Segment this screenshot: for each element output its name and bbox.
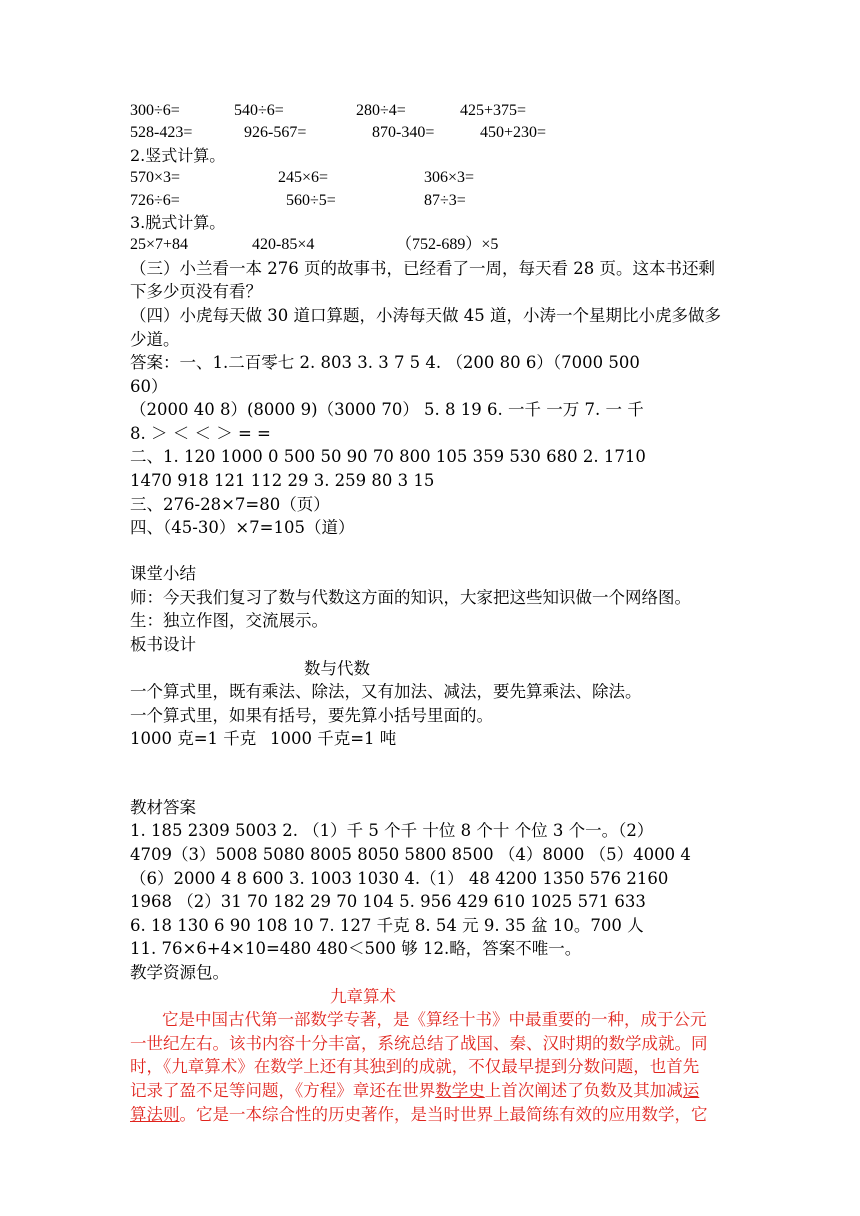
expr: 306×3= [424,169,475,187]
textbook-line1: 1. 185 2309 5003 2. （1）千 5 个千 十位 8 个十 个位 3 个一。（2） [130,821,654,841]
jiuzhang-line2: 一世纪左右。该书内容十分丰富，系统总结了战国、秦、汉时期的数学成就。同 [130,1033,708,1053]
expr: 450+230= [480,124,547,142]
expr: 280÷4= [356,102,406,119]
textbook-line5: 6. 18 130 6 90 108 10 7. 127 千克 8. 54 元 9. 35 盆 10。700 人 [130,915,644,935]
answers-line2: 60） [130,376,168,396]
expr: 300÷6= [130,102,180,119]
expr: （752-689）×5 [396,236,499,254]
expr: 726÷6= [130,191,180,209]
answers-line4: 8. ＞ ＜ ＜ ＞ = = [130,423,271,443]
exercise1-row1 [130,100,730,122]
exercise2-heading: 2.竖式计算。 [130,145,226,165]
answers-line1: 答案：一、1.二百零七 2. 803 3. 3 7 5 4. （200 80 6）（7000 500 [130,353,640,373]
answers-line6: 1470 918 121 112 29 3. 259 80 3 15 [130,471,435,491]
board-units [130,727,730,751]
expr: 540÷6= [234,102,284,119]
board-rule2: 一个算式里，如果有括号，要先算小括号里面的。 [130,705,493,725]
answers-line7: 三、276-28×7=80（页） [130,494,330,514]
jiuzhang-title [130,985,730,1009]
unit-gram: 1000 克=1 千克 [130,729,257,749]
expr: 926-567= [244,124,307,142]
board-heading: 板书设计 [130,635,196,655]
expr: 25×7+84 [130,236,189,254]
expr: 560÷5= [286,191,336,209]
expr: 870-340= [372,124,435,142]
answers-line3: （2000 40 8）(8000 9)（3000 70） 5. 8 19 6. 一千 一万 7. 一 千 [130,400,644,420]
textbook-line2: 4709（3）5008 5080 8005 8050 5800 8500 （4）8000 （5）4000 4 [130,844,691,864]
answers-line5: 二、1. 120 1000 0 500 50 90 70 800 105 359 530 680 2. 1710 [130,447,646,467]
textbook-line4: 1968 （2）31 70 182 29 70 104 5. 956 429 610 1025 571 633 [130,892,646,912]
link-math-history[interactable]: 数学史 [435,1080,485,1100]
problem3-line2: 下多少页没有看？ [130,282,262,302]
expr: 528-423= [130,124,193,142]
problem3-line1: （三）小兰看一本 276 页的故事书，已经看了一周，每天看 28 页。这本书还剩 [130,258,715,278]
expr: 245×6= [278,169,329,187]
expr: 570×3= [130,169,181,187]
link-arithmetic-rule-start[interactable]: 运 [682,1080,700,1100]
jiuzhang-line4-text-b: 上首次阐述了负数及其加减 [484,1080,683,1100]
expr: 425+375= [460,102,527,119]
answers-line8: 四、（45-30）×7=105（道） [130,518,355,538]
summary-teacher: 师：今天我们复习了数与代数这方面的知识，大家把这些知识做一个网络图。 [130,587,691,607]
link-arithmetic-rule-end[interactable]: 算法则 [130,1104,180,1124]
board-title-text: 数与代数 [304,658,370,678]
resource-pack: 教学资源包。 [130,962,229,982]
jiuzhang-title-text: 九章算术 [330,986,396,1006]
jiuzhang-line5 [130,1103,730,1127]
problem4-line2: 少道。 [130,329,180,349]
problem4-line1: （四）小虎每天做 30 道口算题，小涛每天做 45 道，小涛一个星期比小虎多做多 [130,305,721,325]
exercise2-row2 [130,190,730,212]
textbook-line6: 11. 76×6+4×10=480 480＜500 够 12.略，答案不唯一。 [130,939,582,959]
board-rule1: 一个算式里，既有乘法、除法，又有加法、减法，要先算乘法、除法。 [130,682,642,702]
board-title [130,657,730,681]
textbook-line3: （6）2000 4 8 600 3. 1003 1030 4.（1） 48 4200 1350 576 2160 [130,868,669,888]
expr: 87÷3= [424,191,466,209]
summary-heading: 课堂小结 [130,564,196,584]
exercise2-row1 [130,167,730,189]
exercise1-row2 [130,122,730,144]
unit-ton: 1000 千克=1 吨 [270,729,397,749]
textbook-heading: 教材答案 [130,797,196,817]
jiuzhang-line4-text-a: 记录了盈不足等问题，《方程》章还在世界 [130,1080,436,1100]
jiuzhang-line5-text: 。它是一本综合性的历史著作，是当时世界上最简练有效的应用数学，它 [179,1104,708,1124]
jiuzhang-line3: 时，《九章算术》在数学上还有其独到的成就，不仅最早提到分数问题，也首先 [130,1057,700,1077]
document-page [130,100,730,1126]
jiuzhang-line4 [130,1079,730,1103]
exercise3-row1 [130,234,730,256]
jiuzhang-line1: 它是中国古代第一部数学专著，是《算经十书》中最重要的一种，成于公元 [162,1010,707,1030]
summary-student: 生：独立作图，交流展示。 [130,611,328,631]
exercise3-heading: 3.脱式计算。 [130,212,226,232]
expr: 420-85×4 [252,236,315,254]
